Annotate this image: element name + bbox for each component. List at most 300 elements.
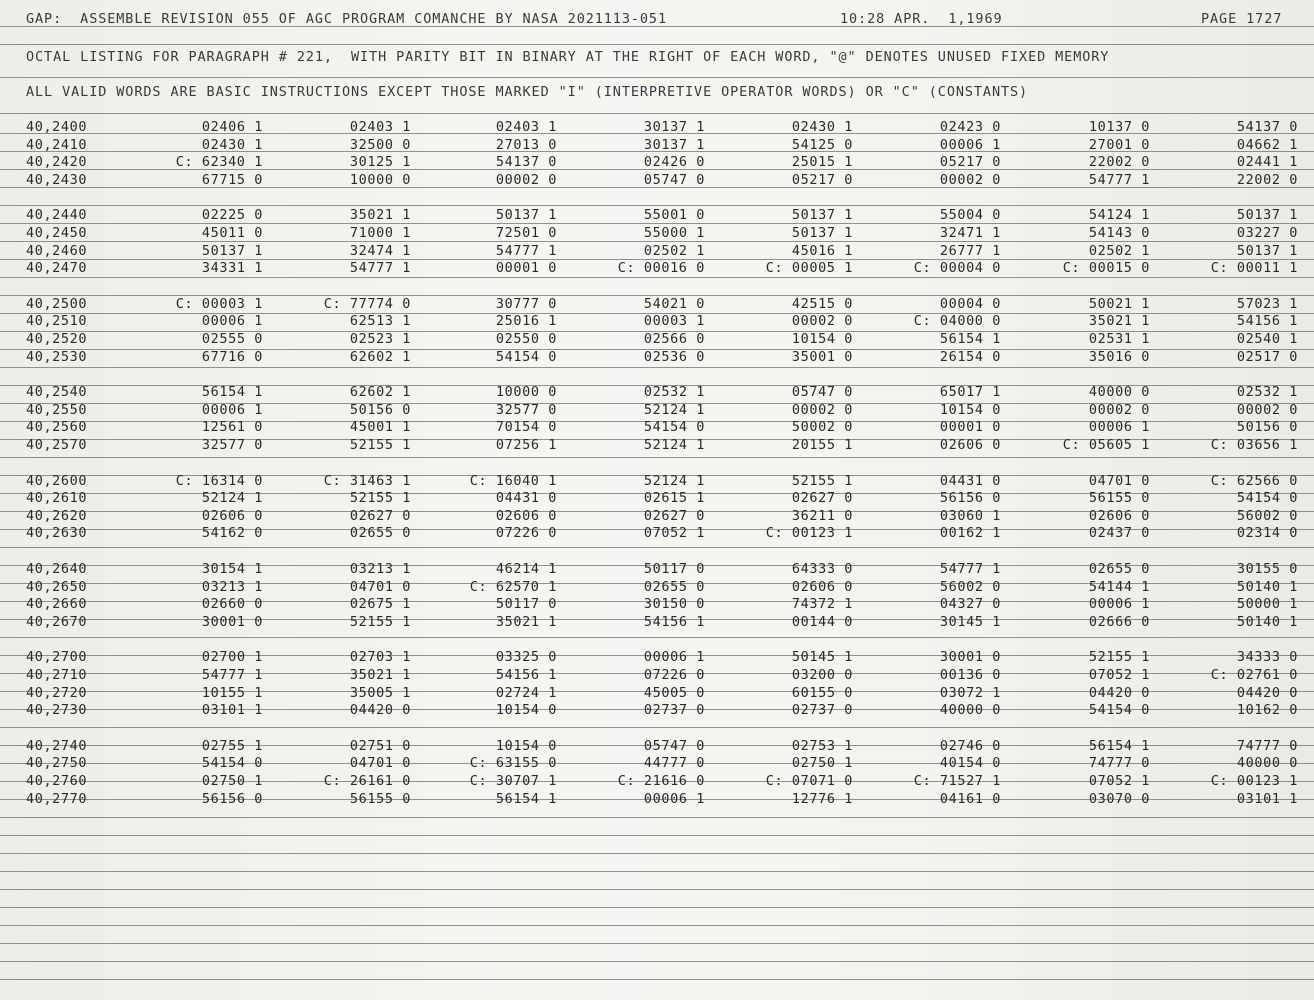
listing-row (0, 561, 1314, 578)
octal-word: 20155 1 (791, 437, 853, 453)
octal-word: 34331 1 (201, 260, 263, 277)
octal-word: 10154 0 (495, 737, 557, 754)
memory-address: 40,2720 (26, 684, 88, 701)
listing-row (0, 791, 1314, 808)
octal-word: 36211 0 (791, 507, 853, 524)
octal-word: 50156 0 (1236, 419, 1298, 436)
octal-word: 02753 1 (791, 737, 853, 754)
octal-word: 02532 1 (643, 384, 705, 401)
octal-word: 54156 1 (643, 613, 705, 630)
octal-word: 04420 0 (1088, 684, 1150, 701)
memory-address: 40,2570 (26, 437, 88, 453)
octal-word: 22002 0 (1088, 154, 1150, 171)
octal-word: 56155 0 (1088, 490, 1150, 507)
octal-word: 35021 1 (495, 613, 557, 630)
octal-word: 03060 1 (939, 507, 1001, 524)
listing-row (0, 473, 1314, 490)
listing-row (0, 702, 1314, 719)
octal-word: 02423 0 (939, 119, 1001, 135)
listing-row (0, 225, 1314, 242)
octal-word: 50145 1 (791, 649, 853, 666)
octal-word: 02430 1 (791, 119, 853, 135)
octal-word: 00006 1 (201, 313, 263, 330)
listing-row (0, 490, 1314, 507)
octal-word: C: 00123 1 (1210, 773, 1298, 789)
octal-word: 04701 0 (349, 578, 411, 595)
listing-row (0, 525, 1314, 542)
octal-word: 02746 0 (939, 737, 1001, 754)
octal-word: 00006 1 (939, 136, 1001, 153)
octal-word: 54156 1 (1236, 313, 1298, 330)
octal-word: 54137 0 (1236, 119, 1298, 135)
octal-word: 04431 0 (939, 472, 1001, 489)
octal-word: 00002 0 (1236, 401, 1298, 418)
octal-word: 52124 1 (643, 437, 705, 453)
listing-row (0, 667, 1314, 684)
octal-word: 67715 0 (201, 171, 263, 188)
octal-word: 03101 1 (201, 702, 263, 719)
octal-word: C: 62566 0 (1210, 472, 1298, 489)
octal-word: 52155 1 (349, 490, 411, 507)
octal-word: 02314 0 (1236, 525, 1298, 542)
octal-word: 26777 1 (939, 242, 1001, 259)
assembly-timestamp: 10:28 APR. 1,1969 (840, 11, 1003, 27)
memory-address: 40,2560 (26, 419, 88, 436)
octal-word: 30145 1 (939, 613, 1001, 630)
octal-word: 00002 0 (495, 171, 557, 188)
octal-word: 10154 0 (939, 401, 1001, 418)
octal-word: C: 16314 0 (175, 472, 263, 489)
octal-word: 03070 0 (1088, 790, 1150, 807)
octal-word: 03200 0 (791, 667, 853, 683)
listing-row (0, 243, 1314, 260)
octal-word: 52124 1 (201, 490, 263, 507)
octal-listing-header: OCTAL LISTING FOR PARAGRAPH # 221, WITH PARITY BIT IN BINARY AT THE RIGHT OF EACH WORD, "@" DENOTES UNUSED FIXED MEMORY (26, 49, 1110, 65)
octal-word: C: 00015 0 (1062, 260, 1150, 277)
octal-word: 02751 0 (349, 737, 411, 754)
octal-word: 03325 0 (495, 649, 557, 666)
octal-word: 62602 1 (349, 384, 411, 401)
octal-word: 46214 1 (495, 561, 557, 577)
listing-row (0, 738, 1314, 755)
octal-word: 42515 0 (791, 295, 853, 312)
octal-word: 02403 1 (349, 119, 411, 135)
octal-word: 35001 0 (791, 348, 853, 365)
octal-word: C: 62570 1 (469, 578, 557, 595)
octal-word: 54124 1 (1088, 207, 1150, 224)
octal-word: 54154 0 (495, 348, 557, 365)
octal-word: 54777 1 (495, 242, 557, 259)
octal-word: 00002 0 (1088, 401, 1150, 418)
octal-word: 30155 0 (1236, 561, 1298, 577)
memory-address: 40,2630 (26, 525, 88, 542)
octal-word: 56156 0 (201, 790, 263, 807)
octal-word: 07052 1 (643, 525, 705, 542)
octal-word: 02437 0 (1088, 525, 1150, 542)
octal-word: 10154 0 (495, 702, 557, 719)
octal-word: 02655 0 (1088, 561, 1150, 577)
listing-row (0, 508, 1314, 525)
memory-address: 40,2550 (26, 401, 88, 418)
octal-word: 32471 1 (939, 225, 1001, 241)
octal-word: 50117 0 (495, 596, 557, 613)
octal-word: 30777 0 (495, 295, 557, 312)
octal-word: 04161 0 (939, 790, 1001, 807)
octal-word: 55000 1 (643, 225, 705, 241)
octal-word: 00001 0 (495, 260, 557, 277)
octal-word: 40000 0 (1236, 755, 1298, 772)
octal-word: 02606 0 (1088, 507, 1150, 524)
octal-word: 02403 1 (495, 119, 557, 135)
octal-word: 02406 1 (201, 119, 263, 135)
memory-address: 40,2770 (26, 790, 88, 807)
octal-word: 52155 1 (1088, 649, 1150, 666)
octal-word: 02655 0 (349, 525, 411, 542)
octal-word: 05217 0 (939, 154, 1001, 171)
memory-address: 40,2500 (26, 295, 88, 312)
octal-word: 22002 0 (1236, 171, 1298, 188)
memory-address: 40,2470 (26, 260, 88, 277)
octal-word: 30001 0 (201, 613, 263, 630)
octal-word: 02225 0 (201, 207, 263, 224)
memory-address: 40,2750 (26, 755, 88, 772)
octal-word: 52124 1 (643, 472, 705, 489)
listing-row (0, 402, 1314, 419)
memory-address: 40,2650 (26, 578, 88, 595)
listing-row (0, 172, 1314, 189)
octal-word: 30137 1 (643, 136, 705, 153)
octal-word: C: 31463 1 (323, 472, 411, 489)
octal-word: 54162 0 (201, 525, 263, 542)
octal-word: 35021 1 (349, 667, 411, 683)
octal-word: 74777 0 (1236, 737, 1298, 754)
octal-word: 50002 0 (791, 419, 853, 436)
octal-word: 56154 1 (201, 384, 263, 401)
octal-word: 45011 0 (201, 225, 263, 241)
octal-word: 10000 0 (349, 171, 411, 188)
octal-word: 02615 1 (643, 490, 705, 507)
octal-word: 02627 0 (349, 507, 411, 524)
octal-word: 02532 1 (1236, 384, 1298, 401)
octal-word: 02737 0 (791, 702, 853, 719)
octal-word: C: 62340 1 (175, 154, 263, 171)
octal-word: 70154 0 (495, 419, 557, 436)
octal-word: 02536 0 (643, 348, 705, 365)
octal-word: 07052 1 (1088, 667, 1150, 683)
memory-address: 40,2450 (26, 225, 88, 241)
octal-word: 02666 0 (1088, 613, 1150, 630)
octal-word: 52155 1 (349, 613, 411, 630)
octal-word: 40000 0 (939, 702, 1001, 719)
memory-address: 40,2670 (26, 613, 88, 630)
octal-word: 02724 1 (495, 684, 557, 701)
octal-word: 50021 1 (1088, 295, 1150, 312)
memory-address: 40,2460 (26, 242, 88, 259)
listing-row (0, 614, 1314, 631)
octal-word: 02627 0 (791, 490, 853, 507)
octal-word: 54021 0 (643, 295, 705, 312)
octal-word: 52155 1 (791, 472, 853, 489)
octal-word: 02426 0 (643, 154, 705, 171)
listing-row (0, 296, 1314, 313)
octal-word: 07256 1 (495, 437, 557, 453)
octal-word: 05747 0 (643, 737, 705, 754)
octal-word: 10155 1 (201, 684, 263, 701)
listing-row (0, 755, 1314, 772)
octal-word: C: 03656 1 (1210, 437, 1298, 453)
octal-word: 30125 1 (349, 154, 411, 171)
octal-word: 12776 1 (791, 790, 853, 807)
octal-word: 52124 1 (643, 401, 705, 418)
octal-word: C: 16040 1 (469, 472, 557, 489)
octal-word: 02566 0 (643, 331, 705, 347)
memory-address: 40,2730 (26, 702, 88, 719)
octal-word: 50137 1 (495, 207, 557, 224)
memory-address: 40,2710 (26, 667, 88, 683)
octal-word: 54125 0 (791, 136, 853, 153)
octal-word: 10000 0 (495, 384, 557, 401)
octal-word: 02660 0 (201, 596, 263, 613)
octal-word: C: 71527 1 (913, 773, 1001, 789)
listing-row (0, 384, 1314, 401)
listing-row (0, 437, 1314, 454)
memory-address: 40,2520 (26, 331, 88, 347)
octal-word: 02606 0 (201, 507, 263, 524)
octal-word: 00006 1 (643, 649, 705, 666)
octal-word: 02675 1 (349, 596, 411, 613)
octal-word: 02737 0 (643, 702, 705, 719)
octal-word: 54777 1 (349, 260, 411, 277)
memory-address: 40,2440 (26, 207, 88, 224)
octal-word: 02441 1 (1236, 154, 1298, 171)
octal-word: 64333 0 (791, 561, 853, 577)
octal-word: 45005 0 (643, 684, 705, 701)
octal-word: 50140 1 (1236, 578, 1298, 595)
octal-word: 10154 0 (791, 331, 853, 347)
octal-word: 02606 0 (495, 507, 557, 524)
listing-row (0, 260, 1314, 277)
octal-word: 35016 0 (1088, 348, 1150, 365)
octal-word: 54777 1 (1088, 171, 1150, 188)
octal-word: 02627 0 (643, 507, 705, 524)
octal-word: C: 63155 0 (469, 755, 557, 772)
octal-word: 32577 0 (201, 437, 263, 453)
octal-word: 00002 0 (939, 171, 1001, 188)
memory-address: 40,2410 (26, 136, 88, 153)
octal-word: 02523 1 (349, 331, 411, 347)
listing-row (0, 579, 1314, 596)
octal-word: C: 00016 0 (617, 260, 705, 277)
memory-address: 40,2640 (26, 561, 88, 577)
octal-word: 07052 1 (1088, 773, 1150, 789)
octal-word: 54154 0 (643, 419, 705, 436)
octal-word: 35021 1 (1088, 313, 1150, 330)
octal-word: 02750 1 (791, 755, 853, 772)
octal-word: 30137 1 (643, 119, 705, 135)
octal-word: C: 05605 1 (1062, 437, 1150, 453)
octal-word: 54154 0 (201, 755, 263, 772)
octal-word: 02502 1 (643, 242, 705, 259)
octal-word: 60155 0 (791, 684, 853, 701)
octal-word: 02755 1 (201, 737, 263, 754)
octal-word: 40154 0 (939, 755, 1001, 772)
octal-word: 45016 1 (791, 242, 853, 259)
octal-word: C: 04000 0 (913, 313, 1001, 330)
octal-word: 57023 1 (1236, 295, 1298, 312)
octal-word: 04420 0 (1236, 684, 1298, 701)
memory-address: 40,2620 (26, 507, 88, 524)
octal-word: 50000 1 (1236, 596, 1298, 613)
octal-word: C: 07071 0 (765, 773, 853, 789)
octal-word: 02655 0 (643, 578, 705, 595)
memory-address: 40,2660 (26, 596, 88, 613)
octal-word: 45001 1 (349, 419, 411, 436)
octal-word: 56002 0 (1236, 507, 1298, 524)
octal-word: C: 00123 1 (765, 525, 853, 542)
octal-word: 00006 1 (1088, 419, 1150, 436)
octal-word: 62602 1 (349, 348, 411, 365)
octal-word: 55004 0 (939, 207, 1001, 224)
memory-address: 40,2420 (26, 154, 88, 171)
octal-word: 54154 0 (1088, 702, 1150, 719)
octal-word: 50137 1 (201, 242, 263, 259)
octal-word: 05747 0 (791, 384, 853, 401)
octal-word: 07226 0 (643, 667, 705, 683)
octal-word: 02606 0 (939, 437, 1001, 453)
octal-word: 30154 1 (201, 561, 263, 577)
octal-word: 27001 0 (1088, 136, 1150, 153)
octal-word: 00001 0 (939, 419, 1001, 436)
octal-word: 00006 1 (201, 401, 263, 418)
octal-word: C: 21616 0 (617, 773, 705, 789)
octal-word: 04327 0 (939, 596, 1001, 613)
listing-row (0, 313, 1314, 330)
octal-word: 04431 0 (495, 490, 557, 507)
octal-word: 71000 1 (349, 225, 411, 241)
listing-row (0, 119, 1314, 136)
octal-word: 56155 0 (349, 790, 411, 807)
octal-word: 00002 0 (791, 313, 853, 330)
octal-word: 40000 0 (1088, 384, 1150, 401)
listing-row (0, 596, 1314, 613)
octal-word: 54144 1 (1088, 578, 1150, 595)
octal-word: 02555 0 (201, 331, 263, 347)
octal-word: 02502 1 (1088, 242, 1150, 259)
octal-word: 04420 0 (349, 702, 411, 719)
octal-word: 03227 0 (1236, 225, 1298, 241)
octal-word: 02750 1 (201, 773, 263, 789)
octal-word: 50137 1 (791, 207, 853, 224)
octal-word: 25015 1 (791, 154, 853, 171)
listing-row (0, 154, 1314, 171)
octal-word: 00162 1 (939, 525, 1001, 542)
octal-word: 04701 0 (1088, 472, 1150, 489)
memory-address: 40,2530 (26, 348, 88, 365)
octal-word: 00006 1 (643, 790, 705, 807)
listing-row (0, 331, 1314, 348)
octal-word: 67716 0 (201, 348, 263, 365)
octal-word: 02540 1 (1236, 331, 1298, 347)
octal-word: 50117 0 (643, 561, 705, 577)
octal-word: 56154 1 (939, 331, 1001, 347)
octal-word: 34333 0 (1236, 649, 1298, 666)
octal-word: 35005 1 (349, 684, 411, 701)
listing-row (0, 349, 1314, 366)
memory-address: 40,2700 (26, 649, 88, 666)
octal-word: 56154 1 (495, 790, 557, 807)
octal-word: 74777 0 (1088, 755, 1150, 772)
octal-word: 00136 0 (939, 667, 1001, 683)
octal-word: 35021 1 (349, 207, 411, 224)
octal-word: 00002 0 (791, 401, 853, 418)
octal-word: 05747 0 (643, 171, 705, 188)
octal-word: C: 00005 1 (765, 260, 853, 277)
page-number: PAGE 1727 (1201, 11, 1283, 27)
octal-word: 32474 1 (349, 242, 411, 259)
memory-address: 40,2600 (26, 472, 88, 489)
octal-word: 62513 1 (349, 313, 411, 330)
octal-word: 03213 1 (349, 561, 411, 577)
octal-word: 72501 0 (495, 225, 557, 241)
octal-word: C: 77774 0 (323, 295, 411, 312)
octal-word: C: 00004 0 (913, 260, 1001, 277)
octal-word: 32577 0 (495, 401, 557, 418)
octal-word: 50137 1 (791, 225, 853, 241)
memory-address: 40,2540 (26, 384, 88, 401)
octal-word: 50156 0 (349, 401, 411, 418)
memory-address: 40,2430 (26, 171, 88, 188)
octal-word: 00006 1 (1088, 596, 1150, 613)
memory-address: 40,2740 (26, 737, 88, 754)
octal-word: 25016 1 (495, 313, 557, 330)
octal-word: 27013 0 (495, 136, 557, 153)
octal-word: 32500 0 (349, 136, 411, 153)
octal-word: C: 30707 1 (469, 773, 557, 789)
octal-word: 54777 1 (201, 667, 263, 683)
octal-word: C: 00003 1 (175, 295, 263, 312)
octal-word: 03213 1 (201, 578, 263, 595)
octal-word: 54143 0 (1088, 225, 1150, 241)
octal-word: 54777 1 (939, 561, 1001, 577)
assembly-header: GAP: ASSEMBLE REVISION 055 OF AGC PROGRAM COMANCHE BY NASA 2021113-051 (26, 11, 667, 27)
octal-word: 65017 1 (939, 384, 1001, 401)
memory-address: 40,2610 (26, 490, 88, 507)
octal-word: 54156 1 (495, 667, 557, 683)
octal-word: 03101 1 (1236, 790, 1298, 807)
octal-word: 04701 0 (349, 755, 411, 772)
octal-word: 02531 1 (1088, 331, 1150, 347)
memory-address: 40,2510 (26, 313, 88, 330)
octal-word: 03072 1 (939, 684, 1001, 701)
listing-row (0, 207, 1314, 224)
octal-word: 10162 0 (1236, 702, 1298, 719)
octal-word: 55001 0 (643, 207, 705, 224)
octal-word: 54154 0 (1236, 490, 1298, 507)
listing-row (0, 419, 1314, 436)
octal-word: 00003 1 (643, 313, 705, 330)
memory-address: 40,2400 (26, 119, 88, 135)
octal-word: C: 02761 0 (1210, 667, 1298, 683)
listing-row (0, 773, 1314, 790)
octal-word: C: 26161 0 (323, 773, 411, 789)
octal-word: 50137 1 (1236, 242, 1298, 259)
octal-word: 04662 1 (1236, 136, 1298, 153)
octal-word: 30150 0 (643, 596, 705, 613)
octal-word: 02700 1 (201, 649, 263, 666)
octal-word: 52155 1 (349, 437, 411, 453)
octal-word: 56156 0 (939, 490, 1001, 507)
octal-word: 54137 0 (495, 154, 557, 171)
